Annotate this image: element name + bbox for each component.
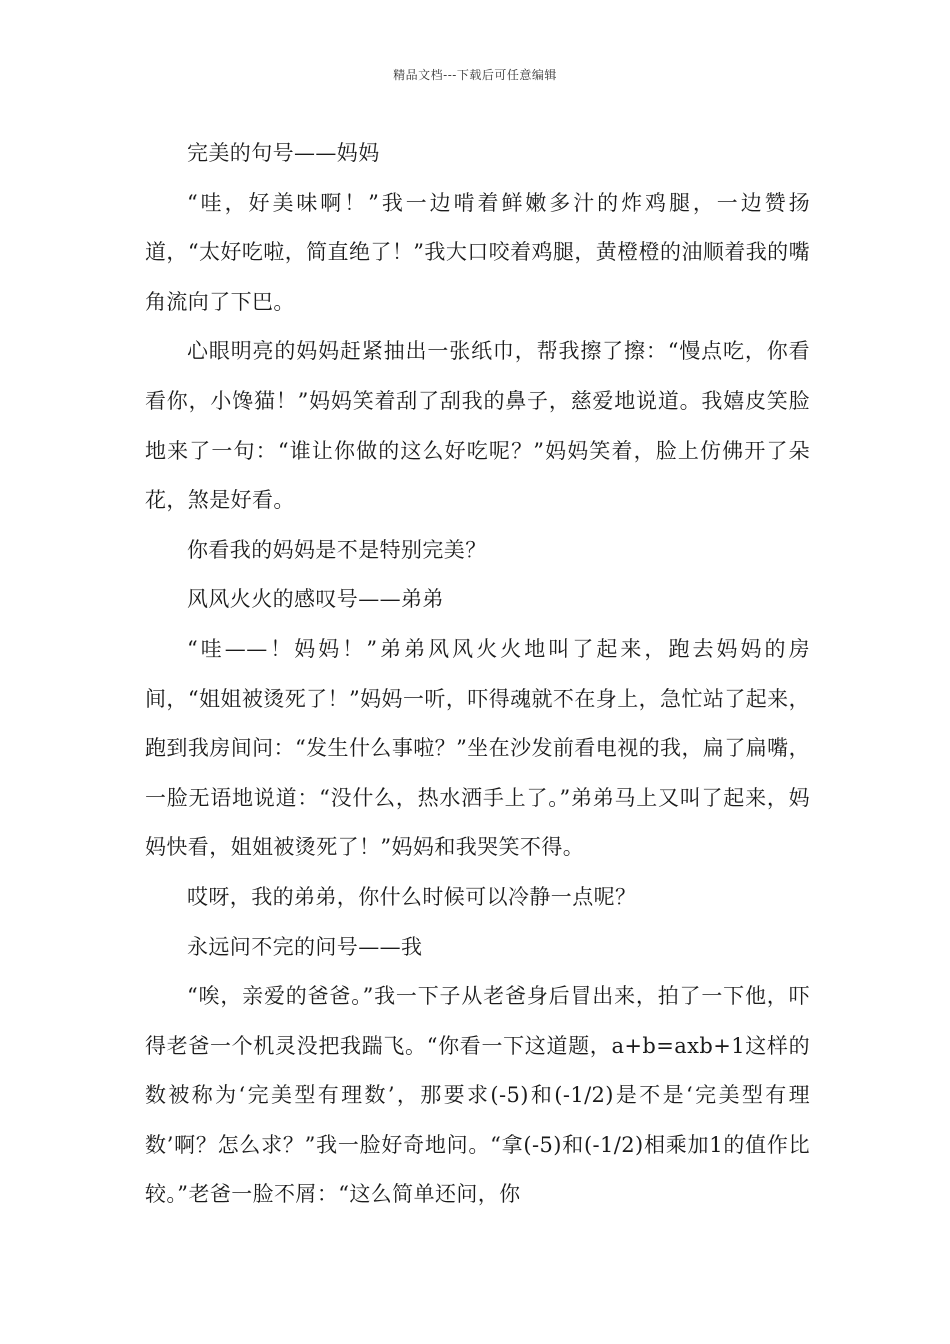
paragraph: 心眼明亮的妈妈赶紧抽出一张纸巾，帮我擦了擦：“慢点吃，你看看你，小馋猫！”妈妈笑着刮了刮我的鼻子，慈爱地说道。我嬉皮笑脸地来了一句：“谁让你做的这么好吃呢？”妈妈笑着，脸上仿佛开了朵花，煞是好看。 bbox=[145, 339, 810, 513]
paragraph: “唉，亲爱的爸爸。”我一下子从老爸身后冒出来，拍了一下他，吓得老爸一个机灵没把我踹飞。“你看一下这道题，a+b=axb+1这样的数被称为‘完美型有理数’，那要求(-5)和(-1/2)是不是‘完美型有理数’啊？怎么求？”我一脸好奇地问。“拿(-5)和(-1/2)相乘加1的值作比较。”老爸一脸不屑：“这么简单还问，你 bbox=[145, 984, 810, 1207]
paragraph: “哇——！妈妈！”弟弟风风火火地叫了起来，跑去妈妈的房间，“姐姐被烫死了！”妈妈一听，吓得魂就不在身上，急忙站了起来，跑到我房间问：“发生什么事啦？”坐在沙发前看电视的我，扁了扁嘴，一脸无语地说道：“没什么，热水洒手上了。”弟弟马上又叫了起来，妈妈快看，姐姐被烫死了！”妈妈和我哭笑不得。 bbox=[145, 636, 810, 860]
paragraph: 你看我的妈妈是不是特别完美？ bbox=[187, 537, 487, 562]
section-heading-brother: 风风火火的感叹号——弟弟 bbox=[187, 587, 444, 612]
document-body bbox=[145, 129, 810, 1220]
section-heading-me: 永远问不完的问号——我 bbox=[187, 934, 423, 959]
section-heading-mother: 完美的句号——妈妈 bbox=[187, 141, 380, 165]
paragraph: 哎呀，我的弟弟，你什么时候可以冷静一点呢？ bbox=[187, 884, 637, 909]
paragraph: “哇，好美味啊！”我一边啃着鲜嫩多汁的炸鸡腿，一边赞扬道，“太好吃啦，简直绝了！”我大口咬着鸡腿，黄橙橙的油顺着我的嘴角流向了下巴。 bbox=[145, 190, 810, 314]
page-header: 精品文档---下载后可任意编辑 bbox=[393, 68, 557, 82]
